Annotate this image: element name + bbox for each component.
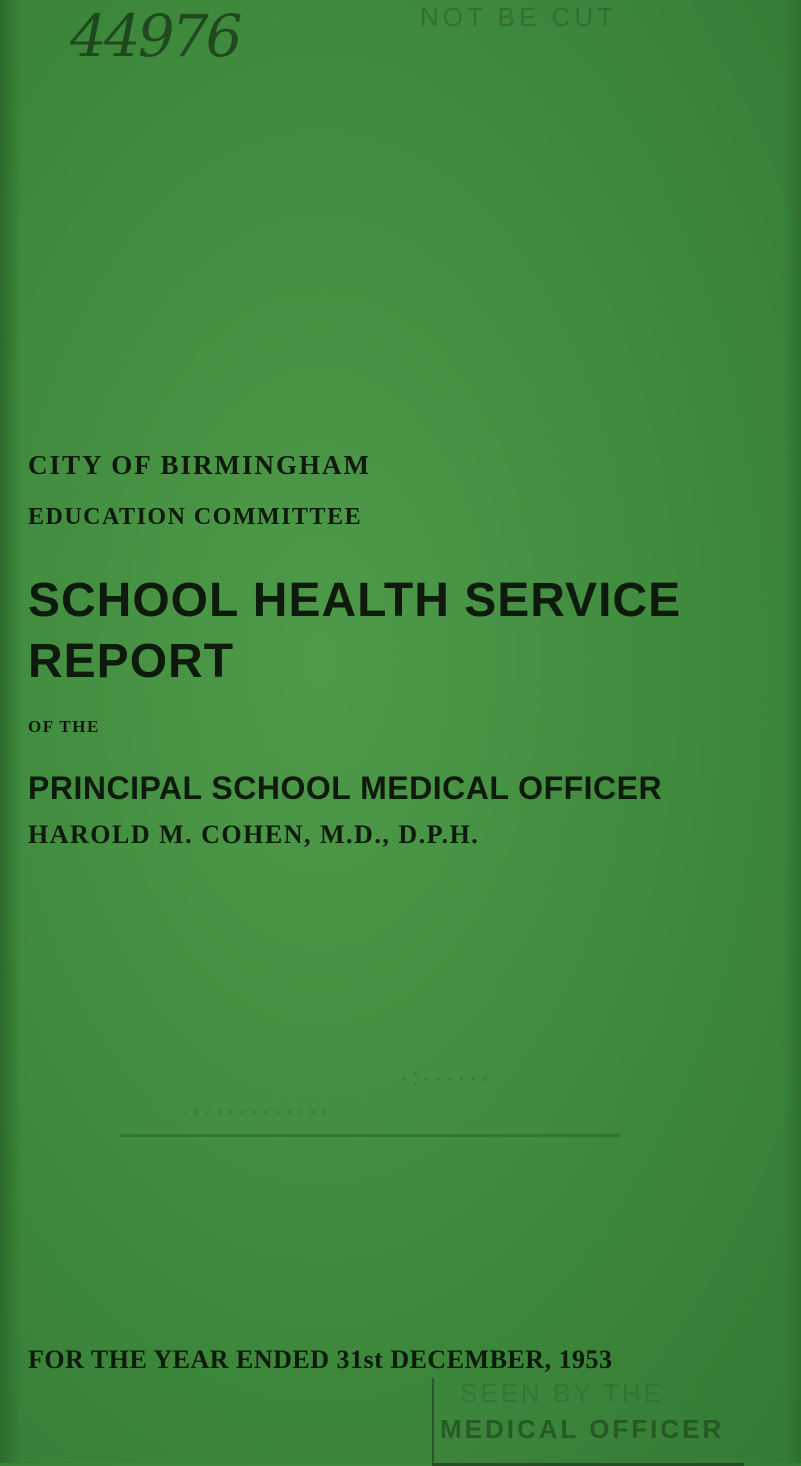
stamp-line-2: MEDICAL OFFICER bbox=[440, 1414, 725, 1444]
year-ended-line: FOR THE YEAR ENDED 31st DECEMBER, 1953 bbox=[28, 1345, 613, 1374]
committee-heading: EDUCATION COMMITTEE bbox=[28, 504, 363, 530]
faded-stamp-line-2: ············· bbox=[180, 1095, 332, 1125]
faded-stamp-line-1: ·:······ bbox=[400, 1062, 492, 1092]
stamp-line-1: SEEN BY THE bbox=[460, 1378, 664, 1408]
officer-title: PRINCIPAL SCHOOL MEDICAL OFFICER bbox=[28, 770, 663, 806]
page-edge-right bbox=[783, 0, 801, 1463]
faded-stamp-rule bbox=[120, 1134, 620, 1137]
author-name: HAROLD M. COHEN, M.D., D.P.H. bbox=[28, 820, 480, 849]
of-the-label: OF THE bbox=[28, 717, 100, 736]
top-stamp-text: NOT BE CUT bbox=[420, 2, 617, 32]
city-heading: CITY OF BIRMINGHAM bbox=[28, 450, 371, 480]
report-title: REPORT bbox=[28, 635, 235, 688]
service-title: SCHOOL HEALTH SERVICE bbox=[28, 574, 682, 627]
page-edge-left bbox=[0, 0, 22, 1463]
handwritten-reference: 44976 bbox=[70, 2, 240, 70]
